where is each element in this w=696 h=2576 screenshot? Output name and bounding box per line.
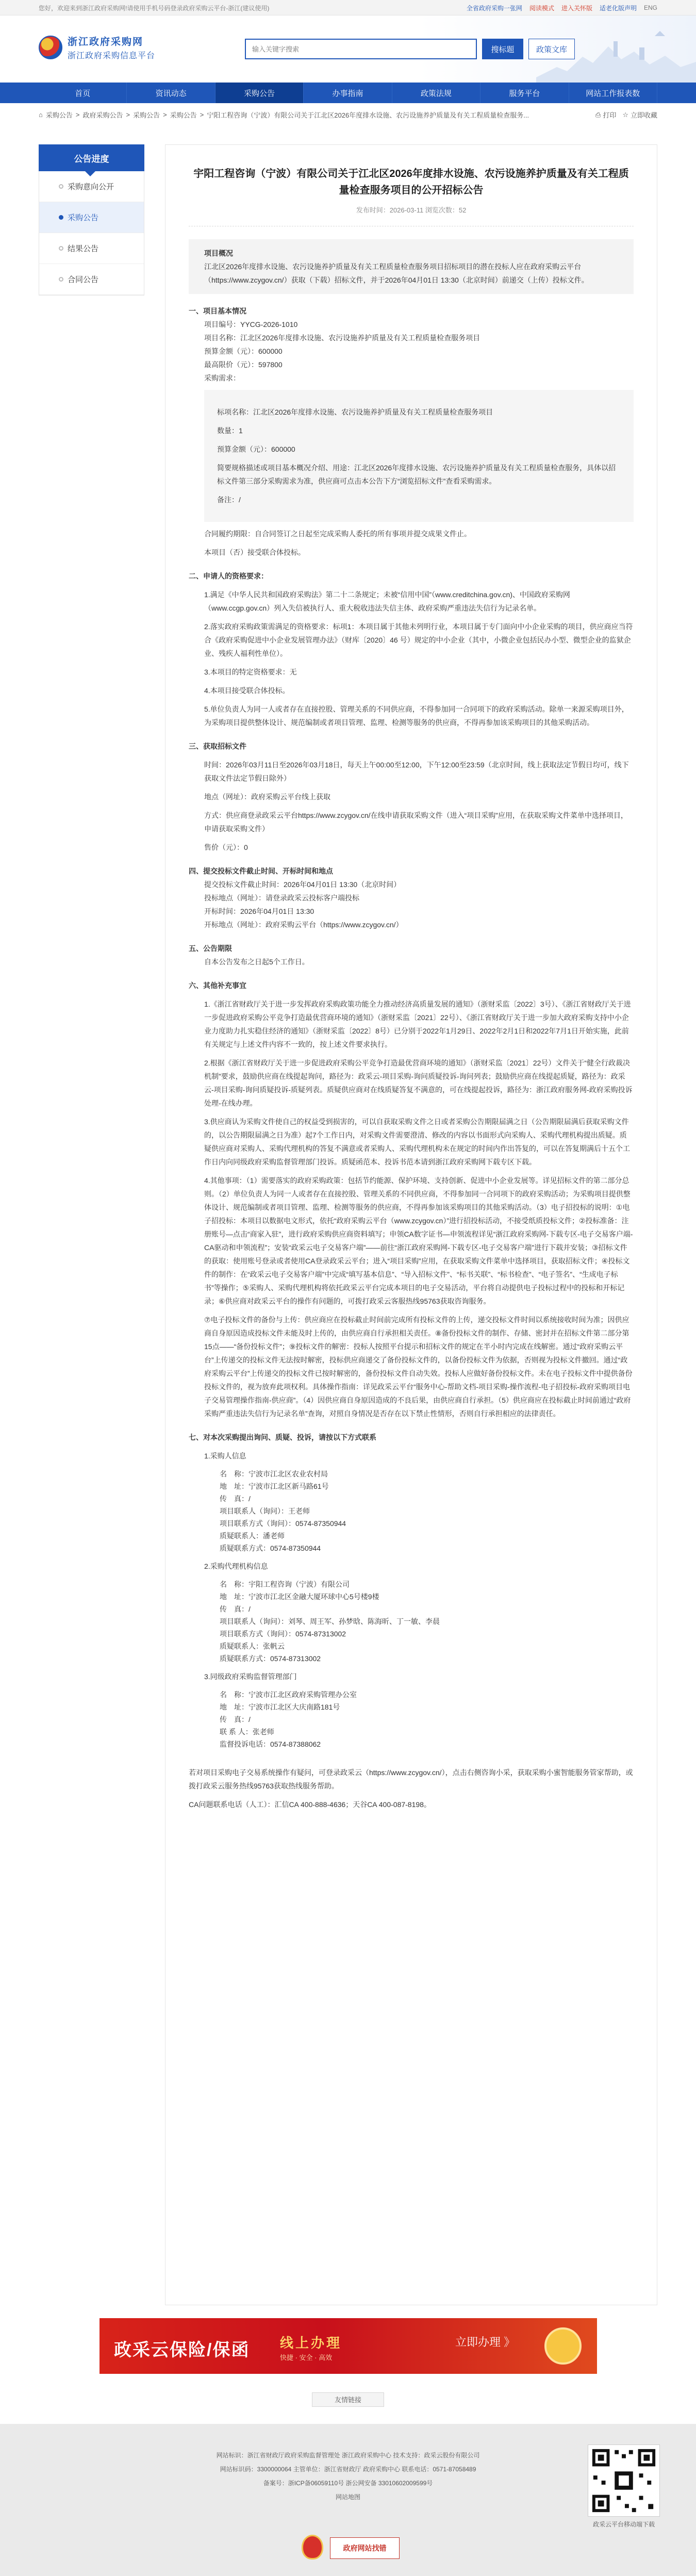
link-province-network[interactable]: 全省政府采购一张网 [466,4,522,12]
contact-line: 名 称：宇阳工程咨询（宁波）有限公司 [220,1580,350,1588]
contact-line: 质疑联系方式：0574-87350944 [220,1544,321,1552]
supplement-paragraph: 1.《浙江省财政厅关于进一步发挥政府采购政策功能全力推动经济高质量发展的通知》（浙财采监〔2022〕3号）、《浙江省财政厅关于进一步促进政府采购公平竞争打造最优营商环境的通知》（浙财采监〔2021〕22号）、《浙江省财政厅关于进一步加大政府采购支持中小企业力度助力扎实稳住经济的通知》（浙财采监〔2022〕8号）已分别于2022年1月29日、2022年2月1日和2022年7月1日开始实施，此前有关规定与上述文件内容不一致的，按上述文件要求执行。 [204,1000,631,1048]
section-heading: 七、对本次采购提出询问、质疑、投诉，请按以下方式联系 [189,1433,376,1441]
info-line: 项目名称：江北区2026年度排水设施、农污设施养护质量及有关工程质量检查服务项目 [204,334,480,342]
contact-line: 地 址：宁波市江北区新马路61号 [220,1482,329,1490]
breadcrumb-bar [0,103,696,126]
contact-line: 地 址：宁波市江北区金融大厦环球中心5号楼9楼 [220,1593,379,1601]
breadcrumb-item[interactable]: 采购公告 [170,111,197,119]
package-line: 备注：/ [217,496,241,504]
info-line: 方式：供应商登录政采云平台https://www.zcygov.cn/在线申请获取采购文件（进入“项目采购”应用，在获取采购文件菜单中选择项目，申请获取采购文件） [204,811,628,833]
contact-heading: 1.采购人信息 [204,1452,246,1460]
contact-line: 质疑联系人：潘老师 [220,1532,285,1540]
nav-procurement-notices[interactable]: 采购公告 [216,83,304,103]
contact-line: 联 系 人：张老师 [220,1728,274,1736]
package-line: 简要规格描述或项目基本概况介绍、用途：江北区2026年度排水设施、农污设施养护质量及有关工程质量检查服务，具体以招标文件第三部分采购需求为准，供应商可点击本公告下方“浏览招标文件”查看采购需求。 [217,464,616,485]
breadcrumb: ⌂ 采购公告 > 政府采购公告 > 采购公告 > 采购公告 > 宁阳工程咨询（宁波）有限公司关于江北区2026年度排水设施、农污设施养护质量及有关工程质量检查服务... [39,111,529,119]
search-title-button[interactable]: 搜标题 [482,39,523,59]
info-line: 合同履约期限：自合同签订之日起至完成采购人委托的所有事项并提交成果文件止。 [204,530,471,538]
contact-line: 项目联系方式（询问）：0574-87350944 [220,1519,346,1528]
section-heading: 四、提交投标文件截止时间、开标时间和地点 [189,867,333,875]
top-strip [0,0,696,15]
nav-guide[interactable]: 办事指南 [304,83,392,103]
contact-line: 名 称：宁波市江北区政府采购管理办公室 [220,1691,357,1699]
contact-line: 质疑联系人：张帆云 [220,1642,285,1650]
requirement-paragraph: 5.单位负责人为同一人或者存在直接控股、管理关系的不同供应商，不得参加同一合同项下的政府采购活动。除单一来源采购项目外，为采购项目提供整体设计、规范编制或者项目管理、监理、检测等服务的供应商，不得再参加该采购项目的其他采购活动。 [204,705,629,727]
print-button[interactable] [595,110,616,120]
package-line: 标项名称：江北区2026年度排水设施、农污设施养护质量及有关工程质量检查服务项目 [217,408,493,416]
breadcrumb-current: 宁阳工程咨询（宁波）有限公司关于江北区2026年度排水设施、农污设施养护质量及有关工程质量检查服务... [207,111,529,119]
sidebar-title: 公告进度 [39,144,144,171]
link-care-version[interactable]: 进入关怀版 [561,4,592,12]
banner-subtitle: 快捷 · 安全 · 高效 [280,2354,333,2361]
logo-title: 浙江政府采购网 [68,37,144,47]
star-icon: ☆ [622,110,628,119]
notice-article [165,144,657,2305]
supplement-paragraph: 2.根据《浙江省财政厅关于进一步促进政府采购公平竞争打造最优营商环境的通知》（浙财采监〔2021〕22号）文件关于“健全行政裁决机制”要求，鼓励供应商在线提起询问，路径为：政采云-项目采购-询问质疑投诉-询问列表；鼓励供应商在线提起质疑，路径为：政采云-项目采购-询问质疑投诉-质疑列表。质疑供应商对在线质疑答复不满意的，可在线提起投诉，路径为：浙江政府服务网-政府采购投诉处理-在线办理。 [204,1059,633,1107]
favorite-label: 立即收藏 [630,111,657,119]
info-line: 投标地点（网址）：请登录政采云投标客户端投标 [204,894,359,902]
sidebar-item-label: 合同公告 [68,275,99,284]
search-input[interactable] [246,40,476,58]
requirement-paragraph: 2.落实政府采购政策需满足的资格要求：标项1：本项目属于其他未列明行业，本项目属于专门面向中小企业采购的项目，供应商应当符合《政府采购促进中小企业发展管理办法》（财库〔2020〕46 号）规定的中小企业（其中，小微企业包括民办小型、微型企业的监狱企业、残疾人福利性单位）。 [204,622,633,658]
overview-text: 江北区2026年度排水设施、农污设施养护质量及有关工程质量检查服务项目招标项目的潜在投标人应在政府采购云平台（https://www.zcygov.cn/）获取（下载）招标文件，并于2026年04月01日 13:30（北京时间）前递交（上传）投标文件。 [204,262,589,284]
section-heading: 二、申请人的资格要求： [189,572,268,580]
dot-icon [59,246,63,251]
dot-icon [59,184,63,189]
contact-line: 名 称：宁波市江北区农业农村局 [220,1470,328,1478]
qr-code-icon [588,2444,660,2517]
contact-line: 传 真：/ [220,1495,251,1503]
contact-line: 传 真：/ [220,1715,251,1724]
banner-cta[interactable]: 立即办理 》 [455,2336,516,2349]
contact-line: 监督投诉电话：0574-87388062 [220,1740,321,1748]
banner-slogan: 线上办理 [280,2335,342,2351]
help-paragraph: 若对项目采购电子交易系统操作有疑问，可登录政采云（https://www.zcygov.cn/），点击右侧咨询小采，获取采购小蜜智能服务管家帮助，或拨打政采云服务热线95763获取热线服务帮助。 [189,1768,633,1790]
breadcrumb-item[interactable]: 政府采购公告 [82,111,123,119]
supplement-paragraph: ⑦电子投标文件的备份与上传：供应商应在投标截止时间前完成所有投标文件的上传，递交投标文件时间以系统接收时间为准；因供应商自身原因造成投标文件未能及时上传的，由供应商自行承担相关责任。⑧备份投标文件的制作、存储、密封并在招标文件第二部分第15点——“备份投标文件”；⑨投标文件的解密：投标人按照平台提示和招标文件的规定在半小时内完成在线解密。通过“政府采购云平台”上传递交的投标文件无法按时解密，投标供应商递交了备份投标文件的，以备份投标文件为依据，否则视为投标文件撤回。通过“政府采购云平台”上传递交的投标文件已按时解密的，备份投标文件自动失效。投标人应做好备份投标文件。未在电子投标文件中提供备份投标文件的，视为放弃此项权利。具体操作指南：详见政采云平台“服务中心-帮助文档-项目采购-操作流程-电子招投标-政府采购项目电子交易管理操作指南-供应商”。（4）因供应商自身原因造成的不良后果，由供应商自行承担。（5）供应商应在投标截止时间前通过“政府采购严重违法失信行为记录名单”查询，对照自身情况是否存在以下禁止性情形，否则自行承担相应的法律责任。 [204,1316,633,1418]
supplement-paragraph: 4.其他事项：（1）需要落实的政府采购政策：包括节约能源、保护环境、支持创新、促进中小企业发展等。详见招标文件的第二部分总则。（2）单位负责人为同一人或者存在直接控股、管理关系的不同供应商，不得参加同一合同项下的政府采购活动；为采购项目提供整体设计、规范编制或者项目管理、监理、检测等服务的供应商，不得再参加该采购项目的其他采购活动。（3）电子招投标的说明：①电子招投标：本项目以数据电文形式，依托“政府采购云平台（www.zcygov.cn）”进行招投标活动，不接受纸质投标文件；②投标准备：注册账号—点击“商家入驻”，进行政府采购供应商资料填写；申领CA数字证书—申领流程详见“浙江政府采购网-下载专区-电子交易客户端-CA驱动和申领流程”；安装“政采云电子交易客户端”——前往“浙江政府采购网-下载专区-电子交易客户端”进行下载并安装；③招标文件的获取：使用账号登录或者使用CA登录政采云平台；进入“项目采购”应用，在获取采购文件菜单中选择项目，获取招标文件；④投标文件的制作：在“政采云电子交易客户端”中完成“填写基本信息”、“导入招标文件”、“标书关联”、“标书检查”、“电子签名”、“生成电子标书”等操作；⑤采购人、采购代理机构将依托政采云平台完成本项目的电子交易活动，平台将自动提供电子投标过程中的投标和开标记录；⑥供应商对政采云平台的操作有问题的，可拨打政采云客服热线95763获取咨询服务。 [204,1176,633,1305]
contact-heading: 3.同级政府采购监督管理部门 [204,1672,297,1681]
contact-line: 质疑联系方式：0574-87313002 [220,1654,321,1663]
sidebar-item-label: 结果公告 [68,244,99,253]
info-line: 开标地点（网址）：政府采购云平台（https://www.zcygov.cn/） [204,921,403,929]
package-line: 预算金额（元）：600000 [217,445,295,453]
insurance-banner[interactable] [100,2318,597,2374]
info-line: 地点（网址）：政府采购云平台线上获取 [204,793,330,801]
info-line: 预算金额（元）：600000 [204,347,283,355]
favorite-button[interactable] [622,110,657,120]
progress-sidebar [39,144,144,296]
friend-links-button[interactable]: 友情链接 [312,2392,384,2407]
sidebar-item-intention[interactable] [39,171,144,202]
footer-line: 网站标识：浙江省财政厅政府采购监督管理处 浙江政府采购中心 技术支持：政采云股份有限公司 [216,2452,480,2459]
nav-policies[interactable]: 政策法规 [392,83,480,103]
supplement-paragraph: 3.供应商认为采购文件使自己的权益受到损害的，可以自获取采购文件之日或者采购公告期限届满之日（公告期限届满后获取采购文件的，以公告期限届满之日为准）起7个工作日内，对采购文件需要澄清、修改的内容以书面形式向采购人、采购代理机构提出质疑。质疑供应商对采购人、采购代理机构的答复不满意或者采购人、采购代理机构未在规定的时间内作出答复的，可以在答复期满后十五个工作日内向同级政府采购监督管理部门投诉。质疑函范本、投诉书范本请到浙江政府采购网下载专区下载。 [204,1118,630,1166]
footer-line: 网站标识码：3300000064 主管单位：浙江省财政厅 政府采购中心 联系电话：0571-87058489 [220,2466,476,2473]
footer-line: 备案号：浙ICP备06059110号 浙公网安备 33010602009599号 [263,2480,433,2487]
nav-home[interactable]: 首页 [39,83,127,103]
link-english[interactable]: ENG [643,4,657,11]
site-footer [0,2424,696,2576]
skyline-illustration [536,15,696,83]
banner-title: 政采云保险/保函 [114,2340,250,2360]
info-line: 开标时间：2026年04月01日 13:30 [204,907,314,915]
site-logo[interactable] [39,34,155,61]
site-header [0,15,696,83]
contact-line: 地 址：宁波市江北区大庆南路181号 [220,1703,340,1711]
sitemap-link[interactable]: 网站地图 [335,2493,360,2501]
contact-line: 传 真：/ [220,1605,251,1613]
gov-site-error-badge[interactable]: 政府网站找错 [330,2537,400,2559]
dot-icon [59,277,63,282]
qr-caption: 政采云平台移动端下载 [592,2521,655,2528]
contact-line: 项目联系人（询问）：王老师 [220,1507,310,1515]
contact-block [189,1560,634,1665]
friend-links-bar [0,2390,696,2408]
logo-subtitle: 浙江政府采购信息平台 [68,52,156,60]
link-reading-mode[interactable]: 阅读模式 [529,4,554,12]
policy-library-button[interactable]: 政策文库 [528,39,575,59]
link-elderly-statement[interactable]: 适老化版声明 [599,4,637,12]
sidebar-item-result[interactable] [39,233,144,264]
printer-icon: ⎙ [595,110,601,119]
contact-block [189,1449,634,1554]
notice-meta: 发布时间：2026-03-11 浏览次数：52 [189,205,634,226]
info-line: 最高限价（元）：597800 [204,360,283,369]
emblem-icon [39,36,62,59]
dot-icon [59,215,63,220]
info-line: 项目编号：YYCG-2026-1010 [204,320,298,329]
requirement-paragraph: 3.本项目的特定资格要求：无 [204,668,297,676]
nav-report[interactable]: 网站工作报表数 [569,83,657,103]
overview-box [189,239,634,294]
police-emblem-icon[interactable] [302,2535,323,2559]
info-line: 提交投标文件截止时间：2026年04月01日 13:30（北京时间） [204,880,401,889]
breadcrumb-item[interactable]: 采购公告 [133,111,160,119]
info-line: 本项目（否）接受联合体投标。 [204,548,305,556]
shield-icon [544,2327,582,2365]
main-nav [0,83,696,103]
requirement-paragraph: 4.本项目接受联合体投标。 [204,686,290,695]
breadcrumb-item[interactable]: 采购公告 [45,111,73,119]
home-icon: ⌂ [39,111,43,119]
info-line: 售价（元）：0 [204,843,248,851]
sidebar-item-label: 采购公告 [68,214,99,222]
ca-contact-paragraph: CA问题联系电话（人工）：汇信CA 400-888-4636；天谷CA 400-087-8198。 [189,1800,431,1809]
section-heading: 一、项目基本情况 [189,307,246,315]
sidebar-item-label: 采购意向公开 [68,183,114,191]
sidebar-item-announcement[interactable] [39,202,144,233]
info-line: 时间：2026年03月11日至2026年03月18日，每天上午00:00至12:00，下午12:00至23:59（北京时间，线上获取法定节假日均可，线下获取文件法定节假日除外） [204,761,629,782]
sidebar-item-contract[interactable] [39,264,144,295]
nav-service-platform[interactable]: 服务平台 [480,83,569,103]
notice-title: 宇阳工程咨询（宁波）有限公司关于江北区2026年度排水设施、农污设施养护质量及有关工程质量检查服务项目的公开招标公告 [193,168,629,196]
contact-heading: 2.采购代理机构信息 [204,1562,268,1570]
contact-block [189,1670,634,1750]
search-box [245,39,477,59]
print-label: 打印 [603,111,617,119]
section-heading: 五、公告期限 [189,944,232,953]
info-line: 采购需求： [204,374,240,382]
contact-line: 项目联系方式（询问）：0574-87313002 [220,1630,346,1638]
contact-line: 项目联系人（询问）：刘琴、周王军、孙梦晗、陈海昕、丁一敏、李晨 [220,1617,440,1626]
welcome-text: 您好，欢迎来到浙江政府采购网!请使用手机号码登录政府采购云平台-浙江(建议使用) [39,4,270,12]
info-line: 自本公告发布之日起5个工作日。 [204,958,309,966]
section-heading: 六、其他补充事宜 [189,981,246,990]
overview-heading: 项目概况 [204,249,233,257]
package-line: 数量：1 [217,426,243,435]
nav-news[interactable]: 资讯动态 [127,83,215,103]
section-heading: 三、获取招标文件 [189,742,246,750]
package-box [204,390,634,522]
requirement-paragraph: 1.满足《中华人民共和国政府采购法》第二十二条规定；未被“信用中国”（www.creditchina.gov.cn)、中国政府采购网（www.ccgp.gov.cn）列入失信被执行人、重大税收违法失信主体、政府采购严重违法失信行为记录名单。 [204,590,570,612]
